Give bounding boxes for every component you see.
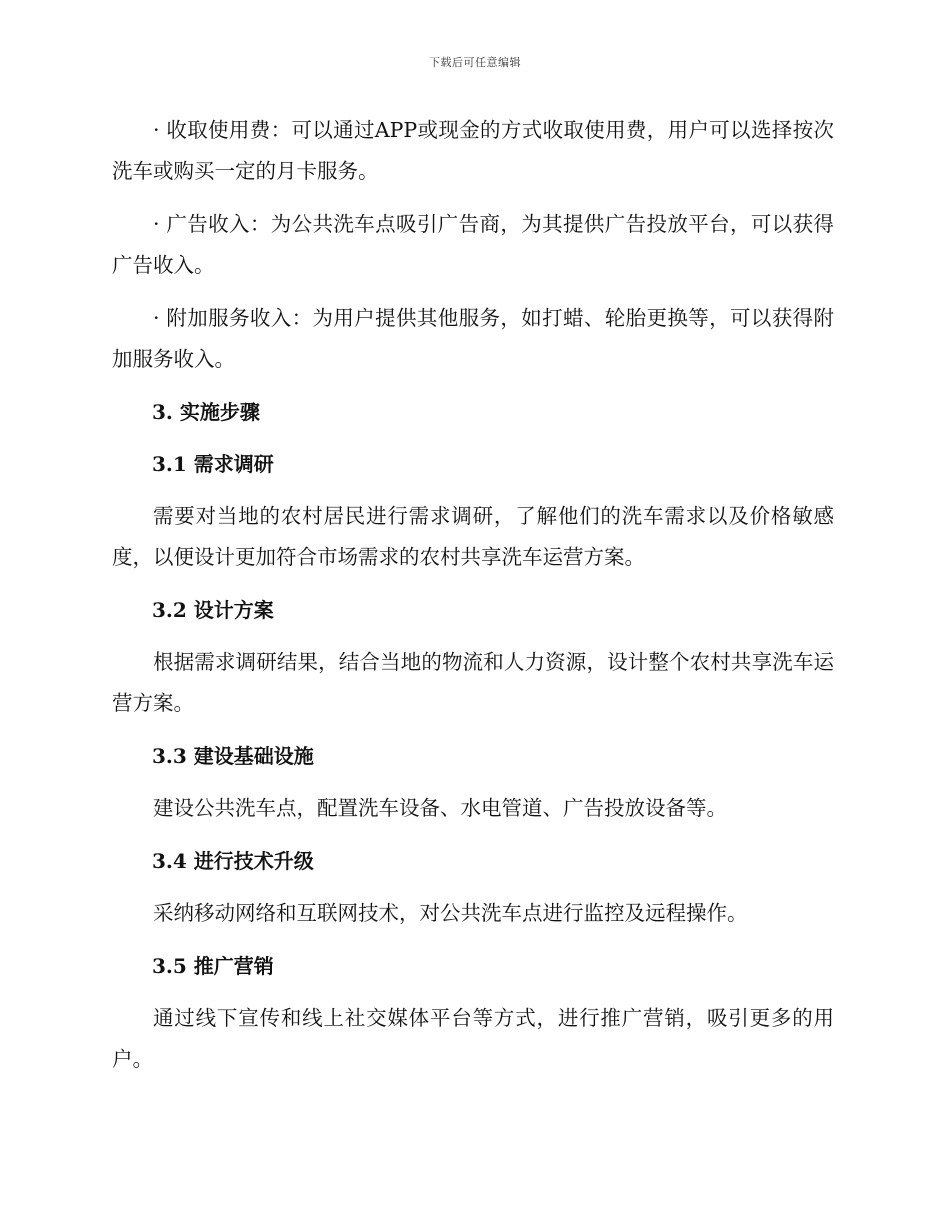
paragraph-research: 需要对当地的农村居民进行需求调研，了解他们的洗车需求以及价格敏感度，以便设计更加符合市场需求的农村共享洗车运营方案。 xyxy=(112,504,834,569)
paragraph-marketing: 通过线下宣传和线上社交媒体平台等方式，进行推广营销，吸引更多的用户。 xyxy=(112,1006,834,1071)
subsection-heading-infrastructure: 3.3 建设基础设施 xyxy=(152,744,314,768)
paragraph-infrastructure: 建设公共洗车点，配置洗车设备、水电管道、广告投放设备等。 xyxy=(153,796,727,820)
bullet-ad-revenue: · 广告收入：为公共洗车点吸引广告商，为其提供广告投放平台，可以获得广告收入。 xyxy=(112,212,834,277)
paragraph-tech-upgrade: 采纳移动网络和互联网技术，对公共洗车点进行监控及远程操作。 xyxy=(153,901,748,925)
paragraph-design: 根据需求调研结果，结合当地的物流和人力资源，设计整个农村共享洗车运营方案。 xyxy=(112,650,834,715)
page-header: 下载后可任意编辑 xyxy=(429,56,521,69)
section-heading-implementation: 3. 实施步骤 xyxy=(152,400,260,424)
subsection-heading-marketing: 3.5 推广营销 xyxy=(152,954,274,978)
subsection-heading-design: 3.2 设计方案 xyxy=(152,598,274,622)
subsection-heading-research: 3.1 需求调研 xyxy=(152,452,274,476)
bullet-usage-fee: · 收取使用费：可以通过APP或现金的方式收取使用费，用户可以选择按次洗车或购买一定的月卡服务。 xyxy=(112,118,834,183)
subsection-heading-tech-upgrade: 3.4 进行技术升级 xyxy=(152,849,314,873)
document-body xyxy=(112,110,834,1092)
bullet-extra-service-revenue: · 附加服务收入：为用户提供其他服务，如打蜡、轮胎更换等，可以获得附加服务收入。 xyxy=(112,306,834,371)
